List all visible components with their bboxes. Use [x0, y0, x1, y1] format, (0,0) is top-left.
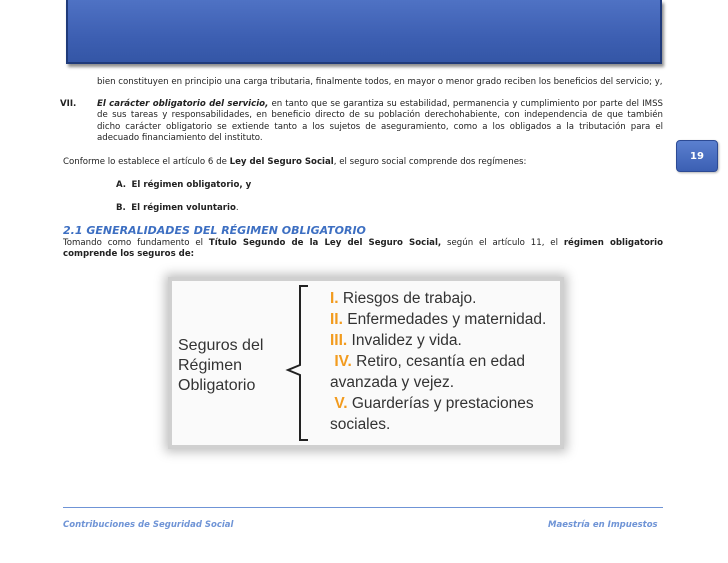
roman-numeral: V.: [334, 395, 348, 412]
regimen-letter: A.: [116, 180, 127, 190]
regimen-letter: B.: [116, 203, 126, 213]
intro-mid: según el artículo 11, el: [441, 238, 564, 248]
figure-item: [330, 330, 562, 351]
figure-left-label: [178, 336, 288, 396]
conforme-paragraph: [63, 157, 663, 168]
roman-numeral: I.: [330, 290, 339, 307]
figure-item-continuation: avanzada y vejez.: [330, 374, 455, 391]
regimen-tail: .: [235, 203, 239, 213]
figure-left-line: Seguros del: [178, 337, 264, 354]
intro-bold-regimen: régimen obligatorio comprende los seguros de:: [63, 238, 663, 260]
figure-item-text: Retiro, cesantía en edad: [351, 353, 526, 370]
list-item-number: VII.: [60, 99, 77, 109]
intro-bold-title: Título Segundo de la Ley del Seguro Social,: [208, 238, 442, 248]
figure-item: [330, 309, 562, 330]
figure-item-text: Riesgos de trabajo.: [338, 290, 477, 307]
footer-right-text: Maestría en Impuestos: [548, 520, 658, 530]
regimen-text: El régimen obligatorio, y: [131, 180, 252, 190]
list-item-body: [97, 99, 663, 144]
continuation-paragraph: bien constituyen en principio una carga tributaria, finalmente todos, en mayor o menor grado reciben los beneficios del servicio; y,: [97, 77, 663, 87]
figure-item-continuation: sociales.: [330, 416, 391, 433]
roman-numeral: III.: [330, 332, 348, 349]
footer-left-text: Contribuciones de Seguridad Social: [63, 520, 234, 530]
figure-item: [330, 393, 562, 414]
curly-brace-icon: [284, 283, 334, 443]
footer-divider: [63, 507, 663, 508]
regimen-text: El régimen voluntario: [131, 203, 236, 213]
regimen-item-a: [116, 180, 251, 191]
section-intro: [63, 238, 663, 261]
conforme-post: , el seguro social comprende dos regímenes:: [333, 157, 527, 167]
page-number-badge: [676, 140, 718, 172]
figure-item-text: Invalidez y vida.: [347, 332, 462, 349]
conforme-pre: Conforme lo establece el artículo 6 de: [63, 157, 230, 167]
roman-numeral: II.: [330, 311, 343, 328]
figure-left-line: Régimen: [178, 357, 243, 374]
law-name: Ley del Seguro Social: [229, 157, 334, 167]
figure-item: [330, 288, 562, 309]
page-number: 19: [690, 150, 704, 162]
figure-item-text: Guarderías y prestaciones: [347, 395, 534, 412]
regimen-item-b: [116, 203, 239, 214]
header-banner: [66, 0, 662, 64]
figure-item: [330, 351, 562, 372]
figure-item-text: Enfermedades y maternidad.: [342, 311, 547, 328]
roman-numeral: IV.: [334, 353, 352, 370]
list-item-text: en tanto que se garantiza su estabilidad, permanencia y cumplimiento por parte del IMSS de sus tareas y responsabilidades, en beneficio directo de su población derechohabiente, con independencia de que también dicho carácter obligatorio se extiende tanto a los sujetos de aseguramiento, como a los obligados a la tributación para el adecuado financiamiento del instituto.: [97, 99, 663, 143]
section-title: 2.1 GENERALIDADES DEL RÉGIMEN OBLIGATORIO: [63, 224, 366, 237]
intro-pre: Tomando como fundamento el: [63, 238, 209, 248]
figure-items-list: [330, 288, 562, 435]
figure-left-line: Obligatorio: [178, 377, 256, 394]
list-item-title: El carácter obligatorio del servicio,: [97, 99, 269, 109]
seguros-figure: [168, 277, 564, 449]
